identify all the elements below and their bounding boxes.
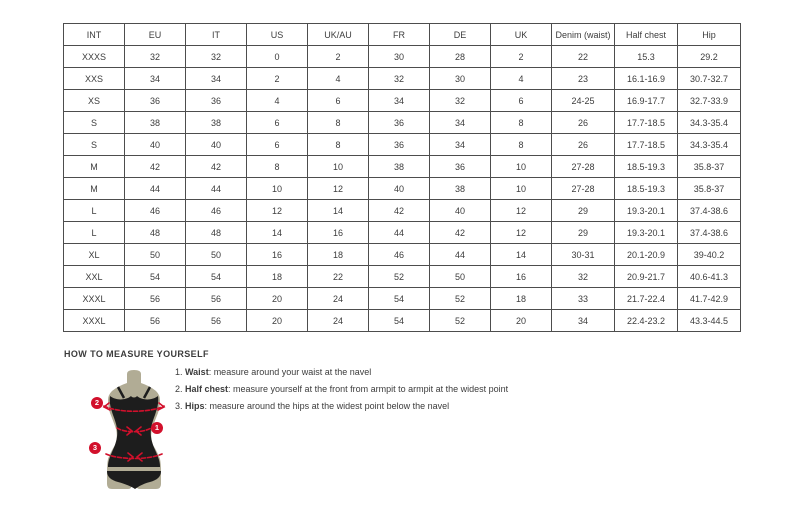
column-header: Hip — [678, 24, 741, 46]
chest-badge: 2 — [91, 397, 103, 409]
table-cell: 22.4-23.2 — [615, 310, 678, 332]
table-cell: 33 — [552, 288, 615, 310]
table-cell: 44 — [369, 222, 430, 244]
table-cell: 27-28 — [552, 156, 615, 178]
table-cell: 2 — [247, 68, 308, 90]
table-cell: 54 — [369, 288, 430, 310]
table-row — [64, 288, 741, 310]
table-cell: 18.5-19.3 — [615, 156, 678, 178]
table-cell: XXS — [64, 68, 125, 90]
table-cell: 39-40.2 — [678, 244, 741, 266]
size-table-head-row — [64, 24, 741, 46]
table-cell: 10 — [247, 178, 308, 200]
table-cell: 32.7-33.9 — [678, 90, 741, 112]
column-header: DE — [430, 24, 491, 46]
table-cell: M — [64, 156, 125, 178]
table-cell: 30 — [430, 68, 491, 90]
table-cell: 44 — [430, 244, 491, 266]
table-cell: 10 — [491, 156, 552, 178]
table-cell: 36 — [369, 134, 430, 156]
table-cell: 29 — [552, 200, 615, 222]
table-cell: 37.4-38.6 — [678, 200, 741, 222]
table-cell: 21.7-22.4 — [615, 288, 678, 310]
table-cell: 54 — [369, 310, 430, 332]
table-cell: 37.4-38.6 — [678, 222, 741, 244]
waist-badge: 1 — [151, 422, 163, 434]
table-cell: 54 — [125, 266, 186, 288]
table-cell: 54 — [186, 266, 247, 288]
table-cell: 35.8-37 — [678, 156, 741, 178]
table-cell: 30-31 — [552, 244, 615, 266]
table-cell: M — [64, 178, 125, 200]
table-cell: 24 — [308, 288, 369, 310]
table-cell: 18 — [247, 266, 308, 288]
measure-item: 3. Hips: measure around the hips at the widest point below the navel — [175, 401, 450, 411]
table-cell: 34.3-35.4 — [678, 112, 741, 134]
table-cell: 42 — [369, 200, 430, 222]
table-cell: XXL — [64, 266, 125, 288]
table-cell: 23 — [552, 68, 615, 90]
table-cell: 35.8-37 — [678, 178, 741, 200]
table-cell: XS — [64, 90, 125, 112]
column-header: IT — [186, 24, 247, 46]
table-cell: 12 — [247, 200, 308, 222]
column-header: US — [247, 24, 308, 46]
measurement-figure — [80, 367, 190, 507]
table-cell: 4 — [491, 68, 552, 90]
table-cell: 28 — [430, 46, 491, 68]
table-cell: XXXL — [64, 310, 125, 332]
table-cell: 20 — [247, 288, 308, 310]
column-header: EU — [125, 24, 186, 46]
table-cell: 46 — [369, 244, 430, 266]
table-cell: 40 — [430, 200, 491, 222]
table-cell: 10 — [308, 156, 369, 178]
table-cell: 38 — [186, 112, 247, 134]
table-cell: 34 — [369, 90, 430, 112]
table-row — [64, 178, 741, 200]
table-cell: 15.3 — [615, 46, 678, 68]
table-row — [64, 266, 741, 288]
table-cell: 56 — [125, 288, 186, 310]
table-cell: 50 — [186, 244, 247, 266]
table-cell: 30.7-32.7 — [678, 68, 741, 90]
table-cell: 4 — [247, 90, 308, 112]
table-cell: 38 — [369, 156, 430, 178]
measure-section-heading: HOW TO MEASURE YOURSELF — [64, 349, 209, 359]
table-cell: 22 — [552, 46, 615, 68]
table-cell: 16.1-16.9 — [615, 68, 678, 90]
table-cell: 6 — [247, 134, 308, 156]
table-cell: 56 — [186, 310, 247, 332]
table-cell: 43.3-44.5 — [678, 310, 741, 332]
table-row — [64, 134, 741, 156]
table-cell: 16 — [491, 266, 552, 288]
table-cell: 14 — [491, 244, 552, 266]
table-cell: XXXS — [64, 46, 125, 68]
table-cell: 34.3-35.4 — [678, 134, 741, 156]
table-cell: 6 — [308, 90, 369, 112]
table-cell: 16.9-17.7 — [615, 90, 678, 112]
table-row — [64, 112, 741, 134]
table-row — [64, 310, 741, 332]
table-cell: 42 — [125, 156, 186, 178]
table-cell: S — [64, 112, 125, 134]
table-cell: 2 — [491, 46, 552, 68]
table-row — [64, 90, 741, 112]
table-cell: 19.3-20.1 — [615, 222, 678, 244]
column-header: Denim (waist) — [552, 24, 615, 46]
table-cell: 27-28 — [552, 178, 615, 200]
column-header: FR — [369, 24, 430, 46]
table-cell: 8 — [247, 156, 308, 178]
table-cell: 48 — [186, 222, 247, 244]
table-cell: 56 — [125, 310, 186, 332]
table-cell: 12 — [308, 178, 369, 200]
table-cell: S — [64, 134, 125, 156]
table-cell: 8 — [491, 112, 552, 134]
table-cell: 12 — [491, 222, 552, 244]
table-row — [64, 156, 741, 178]
table-cell: 20 — [491, 310, 552, 332]
table-row — [64, 222, 741, 244]
table-cell: 56 — [186, 288, 247, 310]
table-cell: 36 — [186, 90, 247, 112]
table-cell: 50 — [125, 244, 186, 266]
table-cell: 8 — [308, 112, 369, 134]
mannequin-illustration — [80, 367, 190, 507]
table-cell: 22 — [308, 266, 369, 288]
table-cell: 34 — [125, 68, 186, 90]
measure-item: 2. Half chest: measure yourself at the front from armpit to armpit at the widest point — [175, 384, 509, 394]
column-header: UK/AU — [308, 24, 369, 46]
table-row — [64, 200, 741, 222]
table-cell: 41.7-42.9 — [678, 288, 741, 310]
table-cell: 42 — [186, 156, 247, 178]
table-cell: 29.2 — [678, 46, 741, 68]
table-cell: 40 — [125, 134, 186, 156]
table-cell: 10 — [491, 178, 552, 200]
table-cell: 52 — [369, 266, 430, 288]
table-cell: 34 — [430, 134, 491, 156]
table-cell: L — [64, 222, 125, 244]
table-cell: XXXL — [64, 288, 125, 310]
table-cell: 34 — [552, 310, 615, 332]
table-cell: 46 — [186, 200, 247, 222]
size-chart-table — [63, 23, 741, 332]
table-cell: 20.1-20.9 — [615, 244, 678, 266]
table-cell: L — [64, 200, 125, 222]
measure-item: 1. Waist: measure around your waist at the navel — [175, 367, 372, 377]
table-cell: 52 — [430, 288, 491, 310]
table-cell: 18.5-19.3 — [615, 178, 678, 200]
table-cell: 20 — [247, 310, 308, 332]
table-cell: 19.3-20.1 — [615, 200, 678, 222]
size-table-body — [64, 46, 741, 332]
table-cell: 38 — [125, 112, 186, 134]
table-cell: 32 — [186, 46, 247, 68]
table-cell: 26 — [552, 112, 615, 134]
table-cell: 16 — [247, 244, 308, 266]
table-cell: 40.6-41.3 — [678, 266, 741, 288]
table-cell: 24 — [308, 310, 369, 332]
table-cell: 30 — [369, 46, 430, 68]
table-cell: 24-25 — [552, 90, 615, 112]
column-header: INT — [64, 24, 125, 46]
column-header: UK — [491, 24, 552, 46]
table-cell: 40 — [186, 134, 247, 156]
table-cell: 6 — [247, 112, 308, 134]
table-cell: 14 — [247, 222, 308, 244]
table-cell: 6 — [491, 90, 552, 112]
table-cell: 36 — [430, 156, 491, 178]
table-cell: 36 — [125, 90, 186, 112]
table-cell: 34 — [430, 112, 491, 134]
table-cell: 44 — [125, 178, 186, 200]
table-cell: 18 — [308, 244, 369, 266]
table-cell: 12 — [491, 200, 552, 222]
table-cell: 16 — [308, 222, 369, 244]
table-cell: 8 — [308, 134, 369, 156]
table-cell: 2 — [308, 46, 369, 68]
table-cell: 8 — [491, 134, 552, 156]
table-cell: 44 — [186, 178, 247, 200]
table-cell: 50 — [430, 266, 491, 288]
table-cell: 4 — [308, 68, 369, 90]
table-cell: 14 — [308, 200, 369, 222]
table-cell: 32 — [552, 266, 615, 288]
hips-badge: 3 — [89, 442, 101, 454]
table-cell: 38 — [430, 178, 491, 200]
table-cell: 32 — [430, 90, 491, 112]
table-cell: XL — [64, 244, 125, 266]
measure-list — [175, 364, 508, 415]
table-cell: 46 — [125, 200, 186, 222]
table-cell: 34 — [186, 68, 247, 90]
table-cell: 48 — [125, 222, 186, 244]
table-cell: 52 — [430, 310, 491, 332]
table-cell: 29 — [552, 222, 615, 244]
table-cell: 42 — [430, 222, 491, 244]
table-cell: 17.7-18.5 — [615, 134, 678, 156]
table-cell: 32 — [369, 68, 430, 90]
table-row — [64, 46, 741, 68]
table-cell: 20.9-21.7 — [615, 266, 678, 288]
column-header: Half chest — [615, 24, 678, 46]
table-row — [64, 68, 741, 90]
table-cell: 17.7-18.5 — [615, 112, 678, 134]
table-cell: 36 — [369, 112, 430, 134]
table-cell: 32 — [125, 46, 186, 68]
table-row — [64, 244, 741, 266]
table-cell: 0 — [247, 46, 308, 68]
table-cell: 40 — [369, 178, 430, 200]
table-cell: 26 — [552, 134, 615, 156]
table-cell: 18 — [491, 288, 552, 310]
